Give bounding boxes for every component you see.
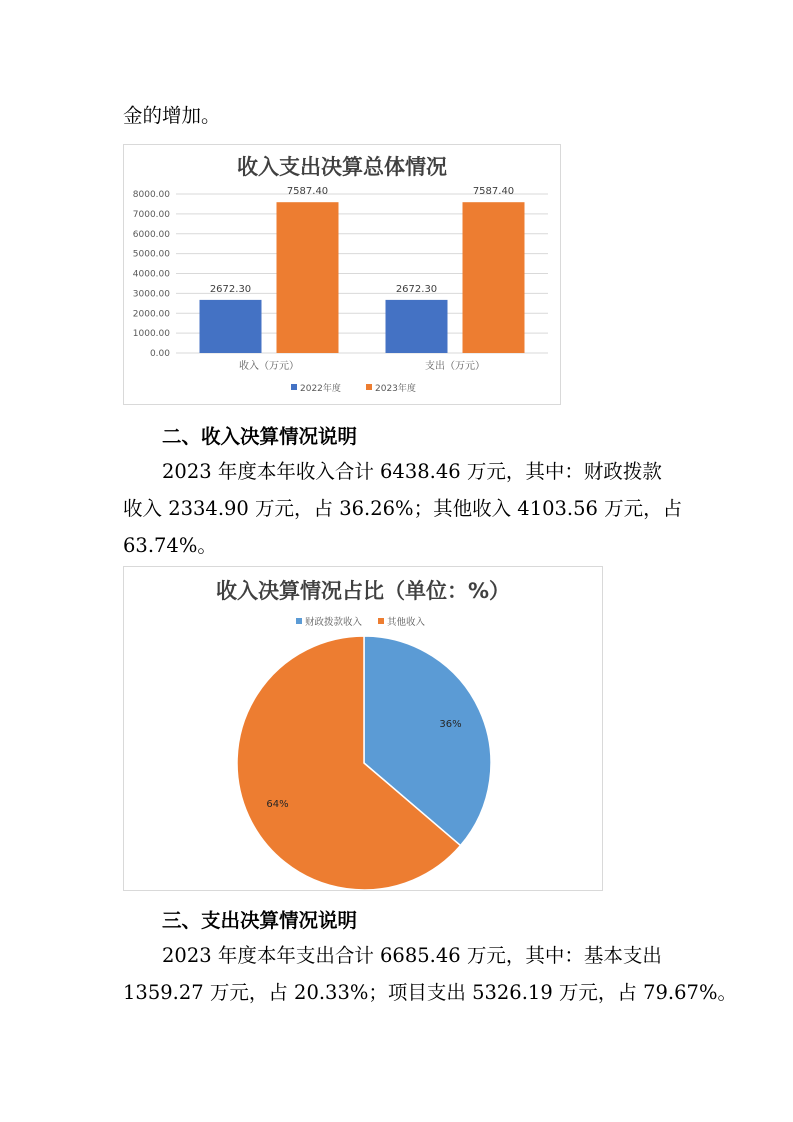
legend-swatch <box>296 618 302 624</box>
legend-swatch <box>366 384 372 390</box>
bar <box>463 202 525 353</box>
x-category-label: 收入（万元） <box>239 361 299 372</box>
bar-chart-title: 收入支出决算总体情况 <box>237 155 447 179</box>
y-tick-label: 7000.00 <box>132 209 170 220</box>
bar-value-label: 7587.40 <box>472 186 515 198</box>
pie-chart-title: 收入决算情况占比（单位：%） <box>215 579 511 603</box>
bar-value-label: 2672.30 <box>395 283 438 295</box>
income-paragraph-line-2: 收入 2334.90 万元，占 36.26%；其他收入 4103.56 万元，占 <box>123 497 683 520</box>
x-category-label: 支出（万元） <box>425 361 485 372</box>
legend-label: 2023年度 <box>375 384 416 394</box>
income-paragraph-line-3: 63.74%。 <box>123 534 217 557</box>
y-tick-label: 0.00 <box>149 349 170 359</box>
legend-label: 其他收入 <box>387 617 426 628</box>
income-paragraph-line-1: 2023 年度本年收入合计 6438.46 万元，其中：财政拨款 <box>162 460 662 483</box>
section-heading-expense: 三、支出决算情况说明 <box>162 909 358 932</box>
bar <box>200 300 262 353</box>
section-heading-income: 二、收入决算情况说明 <box>162 425 358 448</box>
bar-chart <box>124 145 560 404</box>
y-tick-label: 3000.00 <box>132 289 170 300</box>
expense-paragraph-line-2: 1359.27 万元，占 20.33%；项目支出 5326.19 万元，占 79.67%。 <box>123 981 737 1004</box>
pie-chart-frame <box>123 566 603 891</box>
y-tick-label: 1000.00 <box>132 329 170 340</box>
bar-value-label: 7587.40 <box>286 186 329 198</box>
bar-chart-frame <box>123 144 561 405</box>
pie-slice-label: 64% <box>266 798 289 810</box>
legend-swatch <box>291 384 297 390</box>
bar <box>277 202 339 353</box>
pie-chart <box>124 567 602 890</box>
legend-label: 2022年度 <box>300 384 341 394</box>
bar-value-label: 2672.30 <box>209 283 252 295</box>
y-tick-label: 4000.00 <box>132 269 170 280</box>
legend-swatch <box>378 618 384 624</box>
y-tick-label: 8000.00 <box>132 190 170 200</box>
y-tick-label: 2000.00 <box>132 309 170 320</box>
text-line-continuation: 金的增加。 <box>123 104 221 127</box>
y-tick-label: 6000.00 <box>132 229 170 240</box>
pie-slice-label: 36% <box>439 719 462 731</box>
expense-paragraph-line-1: 2023 年度本年支出合计 6685.46 万元，其中：基本支出 <box>162 944 662 967</box>
y-tick-label: 5000.00 <box>132 249 170 260</box>
bar <box>386 300 448 353</box>
legend-label: 财政拨款收入 <box>305 617 363 628</box>
